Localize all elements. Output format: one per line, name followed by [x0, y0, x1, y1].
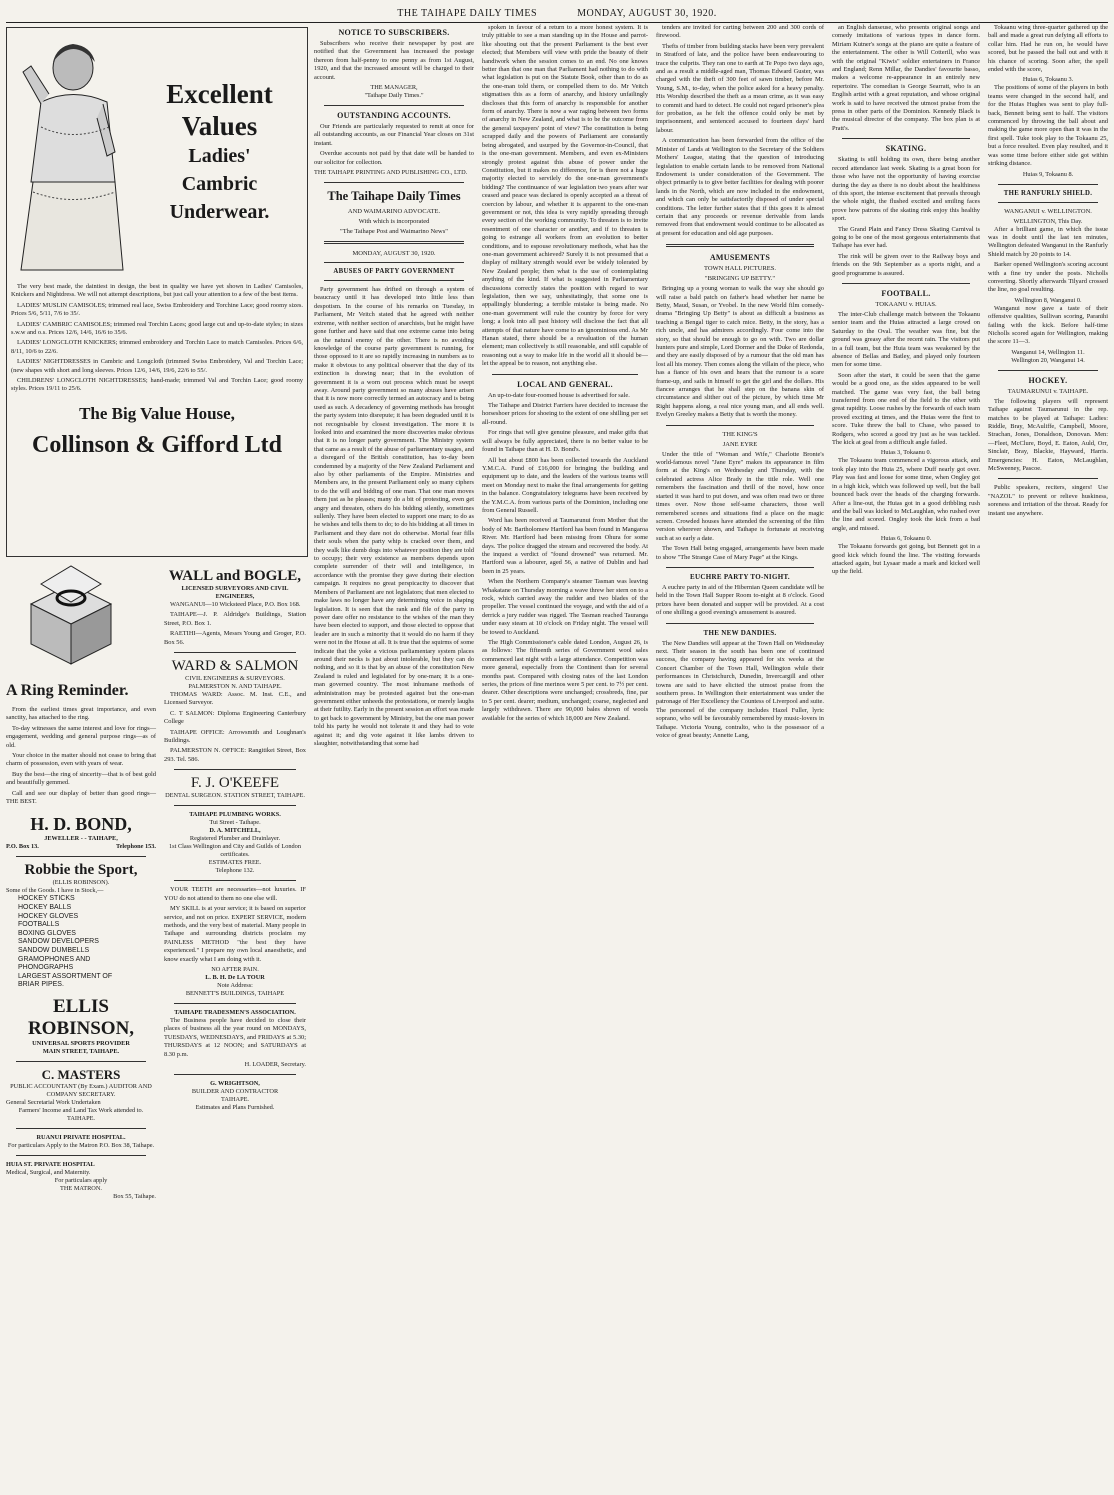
robbie-item: GRAMOPHONES AND: [18, 955, 91, 963]
hockey-title: HOCKEY.: [1028, 375, 1068, 385]
wrightson-text: BUILDER AND CONTRACTOR: [191, 1087, 279, 1095]
ad-item: LADIES' LONGCLOTH KNICKERS; trimmed embroidery and Torchin Lace to match Camisoles. Prices 6/6, 8/11, 10/6 to 22/6.: [11, 339, 303, 355]
ward-text: THOMAS WARD: Assoc. M. Inst. C.E., and Licensed Surveyor.: [164, 691, 306, 707]
hockey-text: The following players will represent Taihape against Taumarunui in the rep. matches to be played at Taihape: Ladies: Riddle, Bray, McAuliffe, Campbell, Moore, Strachan, Jones, Donaldson, Donovan. Men:—Fleet, McClure, Boyd, E. Eaton, Auld, Orr, Sinclair, Bray, Blackie, Hayward, Harris. Emergencies: H. Eaton, McLaughlan, McSweeney, Pascoe.: [988, 397, 1108, 473]
masters-text: PUBLIC ACCOUNTANT (By Exam.) AUDITOR AND COMPANY SECRETARY.: [10, 1083, 152, 1098]
local-item: All but about £800 has been collected towards the Auckland Y.M.C.A. Fund of £16,000 for bringing the building and equipment up to date, and the leaders of the various teams will meet on Monday next to make the final arrangements for getting in the balance. Congratulatory telegrams have been received by the Y.M.C.A. from various parts of the Dominion, including one from General Russell.: [482, 456, 648, 514]
wanganui-title: WANGANUI v. WELLINGTON.: [1004, 207, 1092, 215]
paper-sub: AND WAIMARINO ADVOCATE.: [347, 208, 441, 216]
robbie-item: SANDOW DEVELOPERS: [18, 938, 99, 946]
ward-text: PALMERSTON N. OFFICE: Rangitikei Street, Box 293. Tel. 586.: [164, 747, 306, 763]
town-hall-pictures: TOWN HALL PICTURES.: [703, 265, 777, 273]
masthead-date: MONDAY, AUGUST 30, 1920.: [577, 7, 717, 19]
accounts-title: OUTSTANDING ACCOUNTS.: [337, 111, 451, 121]
masters-text: General Secretarial Work Undertaken: [6, 1099, 101, 1106]
editorial-continued: spoken in favour of a return to a more honest system. It is truly pitiable to see a man standing up in the House and parrot-like shouting out that the present Parliament is the best ever elected; that Members will view with pride the beauty of their handiwork when the session comes to an end. No one knows better than that one man that Parliament had nothing to do with what legislation is put on the Statute Book, other than to do as the one-man told them, or compelled them to do. Mr Veitch stigmatises this as a form of anarchy, and history unfailingly discloses that this form of anarchy is responsible for another form of anarchy. There is now a war raging between two forms of anarchy in New Zealand, and what is to be the outcome from the general taxpayers' point of view? The constitution is being scrapped daily and the powers of Parliament are constantly being abrogated, and usurped by the Governor-in-Council, that is the one-man government. Members, and even ex-Ministers strongly protest against this abuse of power under the Constitution, but it makes no difference, for is there not a huge majority elected to servilely do the one-man government's bidding? The continuance of war legislation two years after war ceased and peace was declared is openly accepted as a threat of coercion by labour, and whether it is apparent to the one-man government or not, this idea is very rapidly spreading through every section of the working community. To threaten is to invite resentment of one character or another, and if to threaten is going to estrange all workers from an evolution to better conditions, and to espouse revolutionary methods, what has the one-man government achieved? Surely it is not presumed that a display of military strength would ever be widely tolerated by New Zealand people; then what is the use of contemplating anything of the kind. If what is suggested in Parliamentary discussions correctly states the position with regard to war legislation, then we say, unhesitatingly, that some one is appallingly blundering; a terrible mistake is being made. No one-man government will rule the country by force for very long; a look into all past history will disclose the fact that all attempts of that nature have come to an ignominious end. As Mr Hanan stated, there should be a revaluation of the human element; man collectively is still reasonable, and still capable of reasoning out a way to make life in the world all it should be—let the appeal be to reason, not anything else.: [482, 24, 648, 368]
tokaanu-continued: Tokaanu wing three-quarter gathered up the ball and made a great run defying all efforts to collar him. Had he run on, he would have scored, but he passed the ball out and with it his chance of scoring. Soon after, the spell ended with the score,: [988, 24, 1108, 74]
lady-illustration: [11, 32, 129, 272]
masters-title: C. MASTERS: [41, 1067, 121, 1082]
ward-salmon-title: WARD & SALMON: [171, 658, 299, 675]
notice-sign: THE MANAGER,: [370, 84, 418, 92]
ad-item: LADIES' MUSLIN CAMISOLES; trimmed real lace, Swiss Embroidery and Torchine Lace; good roomy sizes. Prices 5/6, 5/11, 7/6 to 35/.: [11, 301, 303, 318]
paper-inc: With which is incorporated: [358, 218, 430, 226]
bond-name: H. D. BOND,: [30, 814, 132, 835]
notice-sign: "Taihape Daily Times.": [364, 92, 424, 100]
wanganui-text: After a brilliant game, in which the issue was in doubt until the last ten minutes, Wellington defeated Wanganui in the Ranfurly Shield match by 20 points to 14.: [988, 225, 1108, 258]
football-title: FOOTBALL.: [881, 288, 931, 298]
collinson-gifford: Collinson & Gifford Ltd: [31, 431, 283, 458]
euchre-title: EUCHRE PARTY TO-NIGHT.: [690, 572, 790, 581]
skating-text: Skating is still holding its own, there being another record attendance last week. Skating is a great boon for those who have not the opportunity of having exercise during the day as there is no doubt about the healthiness of this sport, the intense excitement that prevails through the whole night, the flushed excited and smiling faces prove how patrons of the skating rink enjoy this healthy sport.: [832, 156, 980, 223]
paper-post: "The Taihape Post and Waimarino News": [340, 228, 448, 236]
ward-sub: CIVIL ENGINEERS & SURVEYORS. PALMERSTON N. AND TAIHAPE.: [185, 675, 285, 691]
betty-title: "BRINGING UP BETTY.": [704, 275, 776, 283]
ring-text: From the earliest times great importance, and even sanctity, has attached to the ring.: [6, 706, 156, 722]
teeth-text: YOUR TEETH are necessaries—not luxuries. IF YOU do not attend to them no one else will.: [164, 886, 306, 902]
bond-line: JEWELLER - - TAIHAPE,: [44, 835, 118, 843]
football-text: The Tokaanu team commenced a vigorous attack, and took play into the Huia 25, where Duff nearly got over. Play was fast and loose for some time, when Ongley got in a high kick, which was followed up well, but the ball bounced back over the heads of the charging forwards. After a line-out, the Huias got in a good dribbling rush and the ball was kicked to McLaughlan, who rushed over the line and scored. Ongley took the kick from a bad angle, and missed.: [832, 457, 980, 532]
wanganui-score: Wanganui 14, Wellington 11.: [1011, 348, 1085, 356]
plumbing-text: Tui Street - Taihape.: [209, 819, 261, 827]
robbie-item: HOCKEY BALLS: [18, 904, 72, 912]
bond-box: P.O. Box 13.: [6, 843, 39, 851]
ad-heading-values: Values: [181, 111, 258, 141]
firewood-text: tenders are invited for carting between 200 and 300 cords of firewood.: [656, 24, 824, 40]
editorial-text: Party government has drifted on through a system of beaucracy until it has developed into little less than despotism. In the course of his remarks on Tuesday, in Parliament, Mr Veitch stated that he agreed with neither extreme, with neither section of anarchists, but he might have gone further and have said that one extreme came into being as the natural enemy of the other. There is no avoiding knowledge of the course party government is running, for those opposed to it are so rapidly increasing in numbers as to make it obvious to any political observer that the day of its extinction is drawing near; that in the evolution of government it is a worn out process which must be swept away. Around party government so many abuses have arisen that it is now more correctly termed an autocracy and is being used as such. A decadency of governing methods has brought the party system into disrepute; it has been degraded until it is not recognisable by closest investigation. The more it is looked into and examined the more discoveries make obvious that it is no longer party government. The Ministry system that came as a result of the abuse of parliamentary usages, and a disregard of the British constitution, has to-day been condemned by a majority of the New Zealand Parliament and also by other parliaments of the Empire. Ministries and Members are, in the present Parliament only so many ciphers to do the will and bidding of one man. That one man moves them just as he pleases; many do a bit of protesting, even get angry and threaten, others do his bidding silently, sometimes sullenly. They have been elected to support one man; to do as he wishes and tells them to do; to do his bidding at all times in Parliament and they dare not do otherwise. Mortal fear fills their souls when the party whip is cracked over them, and they walk like dumb dogs into whatever position they are told to occupy; their very existence as members depends upon complete surrender of their will and intelligence, in accordance with the promise they gave during their election campaign. It requires no great perspicacity to discover that Members of Parliament are not legislators; that men elected to make laws no longer have any determining voice in shaping legislation. It is seen that the rank and file of the party in power dare offer no resistance to the wishes of the man they have been elected to support, and those elected to oppose that leader are in such a minority that it would do no harm if they were not in the House at all. It is true that the squirms of some indicate that the yoke a vicious parliamentary system places around their necks is just about intolerable, but they can do nothing, and so it is that by an abuse of the constitution New Zealand is ruled and legislated for by one-man; it is a one-man governed country. The most inhumane methods of administration may be protested against but the one-man government either unheeds the protestations, or merely laughs at their futility. Early in the present session an effort was made to get back to government by Ministry, but the one man power told his party he would not tolerate it and they had to vote against it; and dig vote against it like lambs driven to slaughter, notwithstanding that some had: [314, 286, 474, 747]
ellis-sub: UNIVERSAL SPORTS PROVIDER: [32, 1040, 130, 1047]
huia-title: HUIA ST. PRIVATE HOSPITAL: [6, 1161, 95, 1168]
paper-title: The Taihape Daily Times: [327, 189, 461, 204]
ring-text: Your choice in the matter should not cease to bring that charm of possession, even with years of wear.: [6, 752, 156, 768]
column-amusements: [656, 24, 824, 1495]
tradesmen-title: TAIHAPE TRADESMEN'S ASSOCIATION.: [174, 1008, 296, 1016]
football-score: Huias 6, Tokaanu 0.: [880, 535, 932, 543]
robbie-title: Robbie the Sport,: [24, 862, 138, 879]
football-score: Huias 3, Tokaanu 0.: [880, 449, 932, 457]
tradesmen-sign: H. LOADER, Secretary.: [244, 1060, 306, 1068]
bond-tel: Telephone 153.: [115, 843, 156, 851]
robbie-item: HOCKEY GLOVES: [18, 912, 79, 920]
column-editorial: [314, 24, 474, 1495]
column-skating-football: [832, 24, 980, 1495]
score: Huias 6, Tokaanu 3.: [1022, 76, 1074, 84]
robbie-sub: (ELLIS ROBINSON).: [52, 879, 110, 887]
wanganui-text: Wanganui now gave a taste of their offensive qualities, Sullivan scoring, Paranihi failing with the kick. Before half-time Nicholls scored again for Wellington, making the score 11—3.: [988, 304, 1108, 346]
robbie-intro: Some of the Goods. I have in Stock,—: [6, 887, 104, 895]
local-item: The Taihape and District Farriers have decided to increase the horseshoer prices for shoeing to the extent of one shilling per set all-round.: [482, 402, 648, 426]
ellis-addr: MAIN STREET, TAIHAPE.: [42, 1048, 120, 1055]
editorial-date: MONDAY, AUGUST 30, 1920.: [352, 250, 436, 258]
masthead: [6, 4, 1108, 23]
ad-intro: The very best made, the daintiest in design, the best in quality we have yet shown in Ladies' Camisoles, Knickers and Nightdress. We will not attempt descriptions, but just call your attention to a few of the best items.: [11, 283, 303, 299]
euchre-text: A euchre party in aid of the Hibernian Queen candidate will be held in the Town Hall Supper Room to-night at 8 o'clock. Good prizes have been donated and supper will be provided. At a cost of one shilling a good evening's amusement is assured.: [656, 583, 824, 617]
robbie-item: FOOTBALLS: [18, 921, 60, 929]
communication-text: A communication has been forwarded from the office of the Minister of Lands at Wellington to the Secretary of the Soldiers Mothers' League, stating that the question of introducing legislation to enable certain lands to be removed from National Endowment is under consideration of the Government. The object primarily is to give better facilities for dealing with poorer lands in the North, which are now included in the endowment, and which can only be satisfactorily disposed of under special conditions. The letter further states that if this goes it is almost certain that any proceeds or revenue derivable from lands removed from that endowment would continue to be allocated as at present for education and old age purposes.: [656, 137, 824, 237]
teeth-text: Note Address:: [217, 981, 253, 989]
nazol-ad: Public speakers, reciters, singers! Use "NAZOL" to prevent or relieve huskiness, soreness and irritation of the throat. Ready for instant use anywhere.: [988, 484, 1108, 517]
plumbing-text: ESTIMATES FREE.: [208, 859, 262, 867]
betty-text: Bringing up a young woman to walk the way she should go will raise a bald patch on father's head whether her name be Betty, Maud, Susan, or Yvobel. In the new World film comedy-drama "Bringing Up Betty" is about as difficult a business as teaching a Bengal tiger to catch mice. Betty, in the story, has a rich uncle, and has admirers accordingly. Four come into the story, so that should be enough to go on with. Two are dollar hunters pure and simple, Lord Dormer and the Duke of Redonda, and they are easily disposed of by a rumour that the old man has lost all his money. Then comes along the villain of the piece, who has a fiance of his own and hears that the rumour is a scare frame-up, and sails in himself to get the girl and the dollars. His fiancee arranges that he shall step on the banana skin of circumstance and slither out of the picture, by which time Mr Right happens along, a real nice young man, and all ends well. Evelyn Greeley makes a Betty that is worth the money.: [656, 285, 824, 419]
eyre-title: JANE EYRE: [722, 440, 758, 448]
ring-text: Buy the best—the ring of sincerity—that is of best gold and beautifully gemmed.: [6, 770, 156, 787]
masthead-title: THE TAIHAPE DAILY TIMES: [397, 7, 538, 19]
skating-text: The rink will be given over to the Railway boys and friends on the 9th September as a sports night, and a good programme is assured.: [832, 252, 980, 277]
plumbing-title: TAIHAPE PLUMBING WORKS.: [189, 811, 281, 819]
skating-title: SKATING.: [885, 144, 927, 154]
huia-text: For particulars apply: [54, 1177, 108, 1184]
amusements-title: AMUSEMENTS: [709, 253, 771, 263]
local-item: For rings that will give genuine pleasure, and make gifts that will always be fully appreciated, there is no better value to be found in Taihape than at H. D. Bond's.: [482, 429, 648, 454]
kings-title: THE KING'S: [722, 430, 758, 438]
ad-item: LADIES' NIGHTDRESSES in Cambric and Longcloth (trimmed Swiss Embroidery, Val and Torchin Lace; (new shapes with short and long sleeves. Prices 12/6, 14/6, 19/6, 22/6 to 55/.: [11, 358, 303, 374]
dandies-continued: an English danseuse, who presents original songs and comedy imitations of various types in dance form. Miriam Kutner's songs at the piano are quite a feature of the entertainment. The other is Will Cotterill, who was with the original "Kiwis" soldier entertainers in France and England; Renn Millar, the Dandies' favourite basso, makes a welcome re-appearance in an entirely new repertoire. The comedian is George Searratt, who is an English artist with a great reputation, and whose original work is said to have received the utmost praise from the press in other parts of the Dominion. Kennedy Black is the musical director of the company. The box plan is at Pratt's.: [832, 24, 980, 132]
second-half-text: The positions of some of the players in both teams were changed in the second half, and for the Huias Hughes was sent to play full-back, Bennett being sent to half. The visitors commenced by throwing the ball about and making the game more open than it was in the first spell. Tuke took play to the Tokaanu 25, but a force resulted. Even play resulted, and it was some time before either side got within striking distance.: [988, 84, 1108, 168]
local-general-title: LOCAL AND GENERAL.: [517, 379, 613, 389]
accounts-sign: THE TAIHAPE PRINTING AND PUBLISHING CO., LTD.: [314, 169, 468, 177]
masters-text: TAIHAPE.: [66, 1115, 95, 1122]
teeth-text: BENNETT'S BUILDINGS, TAIHAPE: [185, 989, 285, 997]
okeefe-title: F. J. O'KEEFE: [190, 775, 280, 792]
dandies-title: THE NEW DANDIES.: [703, 628, 777, 637]
wall-bogle-title: WALL and BOGLE,: [168, 568, 302, 584]
editorial-title: ABUSES OF PARTY GOVERNMENT: [333, 268, 455, 276]
ruanui-title: RUANUI PRIVATE HOSPITAL.: [36, 1134, 126, 1141]
ruanui-text: For particulars Apply to the Matron P.O. Box 38, Taihape.: [7, 1142, 155, 1149]
plumbing-text: D. A. MITCHELL,: [209, 827, 261, 835]
robbie-item: PHONOGRAPHS: [18, 964, 74, 972]
dandies-text: The New Dandies will appear at the Town Hall on Wednesday next. Their season in the south has been one of continued success, the company having appeared for six weeks at the Concert Chamber of the Town Hall, Wellington while their performances in Christchurch, Dunedin, Invercargill and other towns are said to have elicited the utmost praise from the southern press. In Wellington their entertainment was under the patronage of Her Excellency the Countess of Liverpool and suite. The personnel of the company includes Hazel Fuller, lyric soprano, who will be favourably remembered by music-lovers in Taihape. Victoria Young, contralto, who is the possessor of a voice of great beauty; Annette Lang,: [656, 639, 824, 740]
masters-text: Farmers' Income and Land Tax Work attended to.: [18, 1107, 144, 1114]
huia-text: Box 55, Taihape.: [113, 1193, 156, 1200]
ellis-title: ELLIS ROBINSON,: [27, 996, 135, 1039]
wanganui-score: Wellington 20, Wanganui 14.: [1011, 356, 1085, 364]
robbie-item: BOXING GLOVES: [18, 929, 76, 937]
local-item: When the Northern Company's steamer Tasman was leaving Whakatane on Thursday morning a wave threw her stern on to a rock, which carried away the rudder and two blades of the propeller. The vessel continued the voyage, and with the aid of a derrick a jury rudder was rigged. The Tasman reached Tauranga under easy steam at 10 o'clock on Friday night. The vessel will be towed to Auckland.: [482, 578, 648, 636]
notice-text: Subscribers who receive their newspaper by post are notified that the Government has increased the postage thereon from half-penny to one penny as from 1st August, 1920, and that the increased amount will be charged to their account.: [314, 40, 474, 81]
local-item: An up-to-date four-roomed house is advertised for sale.: [488, 391, 630, 399]
collinson-gifford-ad: [6, 27, 308, 557]
wanganui-text: Barker opened Wellington's scoring account with a fine try under the posts. Nicholls converting. Shortly afterwards Tilyard crossed the line, no goal resulting.: [988, 261, 1108, 294]
huia-text: Medical, Surgical, and Maternity.: [6, 1169, 91, 1176]
ring-title: A Ring Reminder.: [6, 682, 129, 699]
wrightson-text: Estimates and Plans Furnished.: [195, 1103, 275, 1111]
robbie-item: BRIAR PIPES.: [18, 981, 64, 989]
wrightson-text: TAIHAPE.: [220, 1095, 249, 1103]
eyre-text: Under the title of "Woman and Wife," Charlotte Bronte's world-famous novel "Jane Eyre" makes its appearance in film form at the King's on Wednesday and Thursday, with the celebrated actress Alice Brady in the title role. Well one remembers the fascination and thrill of the novel, how once started it was hard to put down, and was often read two or three times over. Now those self-same characters, those well remembered scenes and situations find a place on the magic screen. Crowded houses have attended the screening of the film version wherever shown, and Taihape is fortunate at receiving such at so early a date.: [656, 450, 824, 542]
ring-box-illustration: [6, 554, 136, 674]
huia-text: THE MATRON.: [60, 1185, 102, 1192]
okeefe-sub: DENTAL SURGEON. STATION STREET, TAIHAPE.: [165, 792, 305, 800]
local-item: Word has been received at Taumarunui from Mother that the body of Mr. Bartholomew Hartford has been found in Mangaroa River. Mr. Hartford had been missing from Ohura for some days. The police dragged the stream and recovered the body. At the inquest a verdict of "found drowned" was returned. Mr. Hartford was a labourer, aged 56, a native of Dublin and had been in 25 years.: [482, 517, 648, 575]
robbie-item: LARGEST ASSORTMENT OF: [18, 972, 113, 980]
football-text: Soon after the start, it could be seen that the game would be a good one, as the sides appeared to be well matched. The game was very fast, the ball being transferred from one end of the field to the other with great rapidity. Loose rushes by the forwards of each team proved exciting at times, and the Huias were the first to score. Tuke threw the ball to Chase, who passed to Rodgers, who scored a good try just as he was tackled. The kick at goal from a difficult angle failed.: [832, 371, 980, 447]
plumbing-text: 1st Class Wellington and City and Guilds of London certificates.: [169, 843, 301, 859]
wall-text: WANGANUI—10 Wicksteed Place, P.O. Box 168.: [170, 601, 301, 608]
ad-heading-excellent: Excellent: [166, 79, 273, 109]
score: Huias 9, Tokaanu 8.: [1022, 170, 1074, 178]
accounts-text: Overdue accounts not paid by that date will be handed to our solicitor for collection.: [314, 150, 474, 166]
ring-text: Call and see our display of better than good rings—THE BEST.: [6, 789, 156, 806]
local-item: The High Commissioner's cable dated London, August 26, is as follows: The fifteenth series of Government wool sales commenced last night with a large attendance. Competition was more general, especially from the Continent than for several months past. Compared with closing rates of the last London series, the prices of fine merinos were 5 per cent. to 7½ per cent. dearer. Other descriptions were unchanged; crossbreds, fine, par to 5 per cent. dearer; medium, unchanged; coarse, neglected and largely withdrawn. There are 90,000 bales shown of wools available for the series of which 18,000 are New Zealand.: [482, 639, 648, 722]
town-hall-text: The Town Hall being engaged, arrangements have been made to show "The Strange Case of Mary Page" at the Kings.: [656, 545, 824, 561]
robbie-item: SANDOW DUMBELLS: [18, 947, 90, 955]
big-value-house: The Big Value House,: [79, 403, 235, 423]
thefts-text: Thefts of timber from building stacks have been very prevalent in Stratford of late, and the police have been endeavouring to trace the culprits. They ran one to earth at Te Popo two days ago, and as a result a middle-aged man, Thomas Edward Guster, was charged with the theft of 300 feet of sawn timber, before Mr. Young, S.M., to-day, when the police asked for a heavy penalty. His Worship described the theft as a mean crime, as it was easy to commit and hard to detect. He could not regard prisoner's plea for probation, as he felt the offence could only be met by imprisonment, and sentenced accused to fourteen days' hard labour.: [656, 42, 824, 134]
ring-text: To-day witnesses the same interest and love for rings—engagement, wedding and general purpose rings—as of old.: [6, 724, 156, 749]
plumbing-text: Telephone 132.: [215, 867, 255, 875]
wall-text: RAETIHI—Agents, Messrs Young and Groger, P.O. Box 56.: [164, 630, 306, 646]
column-sports: [988, 24, 1108, 1495]
notice-title: NOTICE TO SUBSCRIBERS.: [338, 28, 450, 37]
ad-item: CHILDRENS' LONGCLOTH NIGHTDRESSES; hand-made; trimmed Val and Torchin Lace; good roomy styles. Prices 19/11 to 25/6.: [11, 377, 303, 393]
column-advertisements: [6, 24, 308, 1495]
football-sub: TOKAANU v. HUIAS.: [875, 300, 937, 308]
football-text: The Tokaanu forwards got going, but Bennett got in a good kick which found the line. The visiting forwards attacked again, but Lysaar made a mark and kicked well up the field.: [832, 543, 980, 576]
right-ads: [164, 554, 306, 1112]
ring-reminder-ad: [6, 554, 156, 1201]
wanganui-score: Wellington 8, Wanganui 0.: [1014, 296, 1082, 304]
column-local-general: [482, 24, 648, 1495]
wanganui-text: WELLINGTON, This Day.: [1013, 217, 1083, 225]
teeth-text: NO AFTER PAIN.: [211, 965, 259, 973]
ad-item: LADIES' CAMBRIC CAMISOLES; trimmed real Torchin Laces; good large cut and up-to-date styles; in sizes s.w.w and o.s. Prices 12/6, 14/6, 16/6 to 35/6.: [11, 320, 303, 337]
ward-text: C. T SALMON: Diploma Engineering Canterbury College: [164, 709, 306, 726]
skating-text: The Grand Plain and Fancy Dress Skating Carnival is going to be one of the most gorgeous entertainments that Taihape has ever had.: [832, 225, 980, 250]
wall-text: TAIHAPE—J. P. Aldridge's Buildings, Station Street, P.O. Box 1.: [164, 611, 306, 627]
ad-heading-underwear: Underwear.: [169, 201, 270, 223]
ranfurly-title: THE RANFURLY SHIELD.: [1003, 189, 1093, 197]
accounts-text: Our Friends are particularly requested to remit at once for all outstanding accounts, as our Financial Year closes on 31st instant.: [314, 123, 474, 147]
wrightson-title: G. WRIGHTSON,: [210, 1079, 260, 1087]
teeth-text: L. B. H. De LA TOUR: [205, 973, 265, 981]
teeth-text: MY SKILL is at your service; it is based on superior service, and not on price. EXPERT SERVICE, modern methods, and the very best of material. Many people in Taihape and surrounding districts proclaim my PAINLESS METHOD "the best they have experienced." I prepare my own local anaesthetic, and know exactly what I am doing with it.: [164, 905, 306, 963]
plumbing-text: Registered Plumber and Drainlayer.: [189, 835, 281, 843]
taumarunui-title: TAUMARUNUI v. TAIHAPE.: [1007, 387, 1089, 395]
wall-sub: LICENSED SURVEYORS AND CIVIL ENGINEERS,: [181, 585, 289, 600]
football-text: The inter-Club challenge match between the Tokaanu senior team and the Huias attracted a large crowd on Saturday to the Oval. The weather was fine, but the ground was greasy after the recent rain. The visitors put in a full team, but the Huia team was weakened by the absence of Bellas and Batley, and played only fourteen men for some time.: [832, 310, 980, 369]
ward-text: TAIHAPE OFFICE: Arrowsmith and Loughnan's Buildings.: [164, 728, 306, 745]
tradesmen-text: The Business people have decided to close their places of business all the year round on MONDAYS, TUESDAYS, WEDNESDAYS, and FRIDAYS at 5.30; THURSDAYS at 12 NOON; and SATURDAYS at 8.30 p.m.: [164, 1016, 306, 1058]
ad-heading-cambric: Cambric: [181, 173, 258, 195]
robbie-item: HOCKEY STICKS: [18, 895, 75, 903]
ad-heading-ladies: Ladies': [188, 145, 251, 167]
